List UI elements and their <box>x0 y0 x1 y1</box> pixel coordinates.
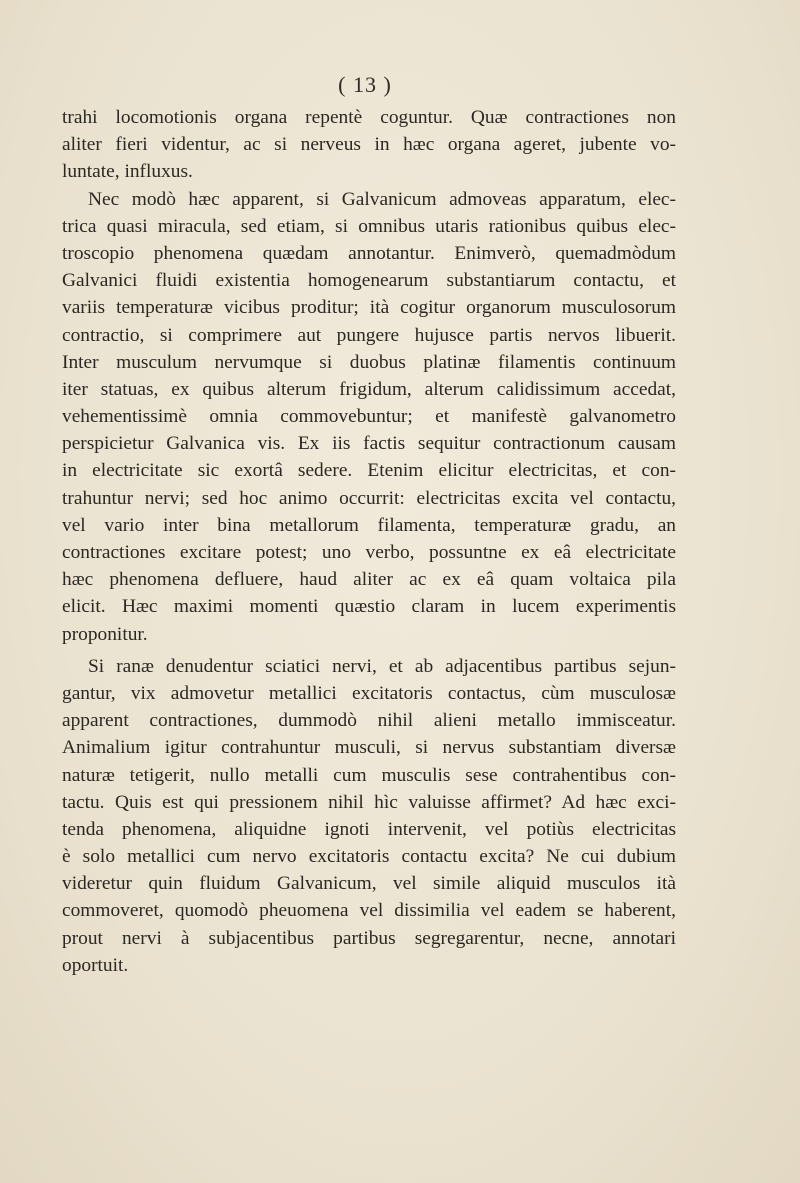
text-line: Si ranæ denudentur sciatici nervi, et ab adjacentibus partibus sejun- <box>88 655 676 677</box>
text-line: trica quasi miracula, sed etiam, si omnibus utaris rationibus quibus elec- <box>62 215 676 237</box>
text-line: Nec modò hæc apparent, si Galvanicum admoveas apparatum, elec- <box>88 188 676 210</box>
text-line: videretur quin fluidum Galvanicum, vel simile aliquid musculos ità <box>62 873 676 895</box>
text-line: aliter fieri videntur, ac si nerveus in hæc organa ageret, jubente vo- <box>62 134 676 156</box>
body-text <box>62 104 676 979</box>
text-line: trahuntur nervi; sed hoc animo occurrit: electricitas excita vel contactu, <box>62 487 676 509</box>
text-line: tactu. Quis est qui pressionem nihil hìc valuisse affirmet? Ad hæc exci- <box>62 791 676 813</box>
paragraph-1 <box>62 104 676 186</box>
text-line: naturæ tetigerit, nullo metalli cum musculis sese contrahentibus con- <box>62 764 676 786</box>
text-line: vehementissimè omnia commovebuntur; et manifestè galvanometro <box>62 406 676 428</box>
paragraph-2 <box>62 186 676 648</box>
text-line: perspicietur Galvanica vis. Ex iis factis sequitur contractionum causam <box>62 433 676 455</box>
text-line: iter statuas, ex quibus alterum frigidum, alterum calidissimum accedat, <box>62 378 676 400</box>
page-number: ( 13 ) <box>338 72 392 97</box>
text-line: contractio, si comprimere aut pungere hujusce partis nervos libuerit. <box>62 324 676 346</box>
text-line: commoveret, quomodò pheuomena vel dissimilia vel eadem se haberent, <box>62 900 676 922</box>
text-line: tenda phenomena, aliquidne ignoti intervenit, vel potiùs electricitas <box>62 818 676 840</box>
text-line: luntate, influxus. <box>62 161 193 183</box>
text-line: trahi locomotionis organa repentè coguntur. Quæ contractiones non <box>62 107 676 128</box>
text-line: apparent contractiones, dummodò nihil alieni metallo immisceatur. <box>62 710 676 732</box>
paragraph-3 <box>62 653 676 979</box>
text-line: Animalium igitur contrahuntur musculi, si nervus substantiam diversæ <box>62 737 676 759</box>
text-line: elicit. Hæc maximi momenti quæstio claram in lucem experimentis <box>62 596 676 618</box>
text-line: variis temperaturæ vicibus proditur; ità cogitur organorum musculosorum <box>62 297 676 319</box>
text-line: hæc phenomena defluere, haud aliter ac ex eâ quam voltaica pila <box>62 569 676 591</box>
text-line: gantur, vix admovetur metallici excitatoris contactus, cùm musculosæ <box>62 682 676 704</box>
text-line: proponitur. <box>62 623 148 645</box>
text-line: oportuit. <box>62 954 129 976</box>
text-line: vel vario inter bina metallorum filamenta, temperaturæ gradu, an <box>62 514 676 536</box>
text-line: è solo metallici cum nervo excitatoris contactu excita? Ne cui dubium <box>62 846 676 868</box>
text-line: troscopio phenomena quædam annotantur. Enimverò, quemadmòdum <box>62 242 676 264</box>
text-line: in electricitate sic exortâ sedere. Etenim elicitur electricitas, et con- <box>62 460 676 482</box>
text-line: Galvanici fluidi existentia homogenearum substantiarum contactu, et <box>62 270 676 292</box>
text-line: Inter musculum nervumque si duobus platinæ filamentis continuum <box>62 351 676 373</box>
text-line: prout nervi à subjacentibus partibus segregarentur, necne, annotari <box>62 927 676 949</box>
text-line: contractiones excitare potest; uno verbo, possuntne ex eâ electricitate <box>62 542 676 563</box>
